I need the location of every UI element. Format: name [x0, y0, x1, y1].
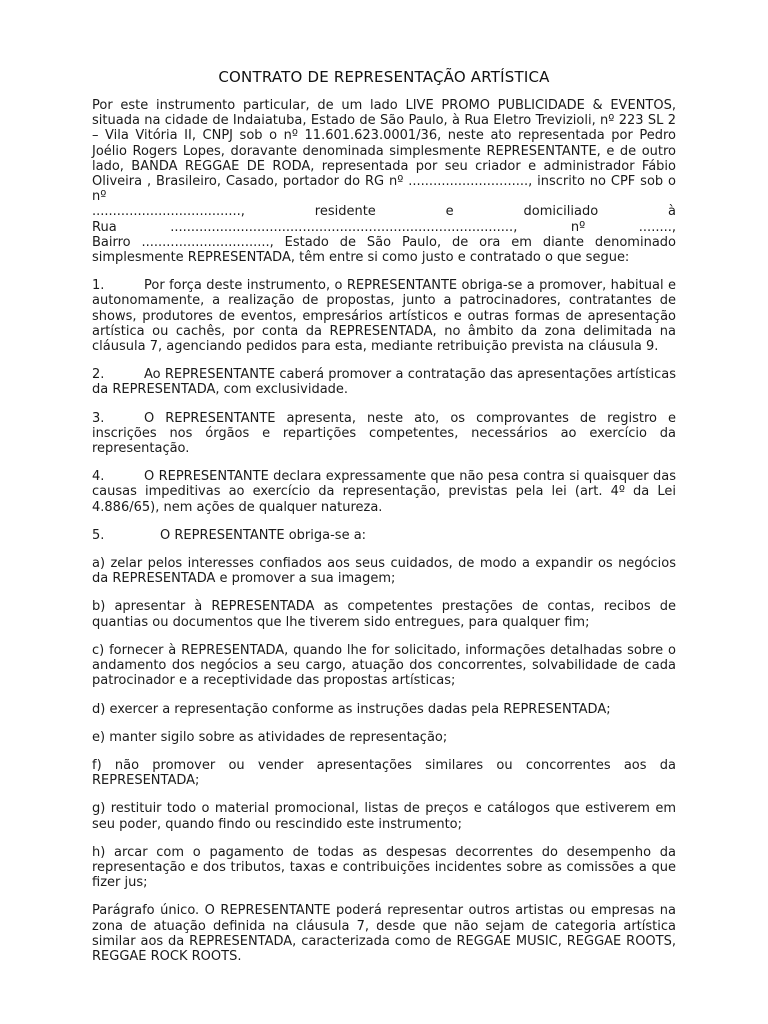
- clause-number: 5.: [92, 527, 105, 543]
- clause-number: 3.: [92, 410, 105, 426]
- item-c: c) fornecer à REPRESENTADA, quando lhe for solicitado, informações detalhadas sobre o andamento dos negócios a seu cargo, atuação dos concorrentes, solvabilidade de cada patrocinador e a receptividade das propostas artísticas;: [92, 642, 676, 689]
- item-f: f) não promover ou vender apresentações similares ou concorrentes aos da REPRESENTADA;: [92, 757, 676, 789]
- intro-line-street: Rua ..................................................................................., nº ........,: [92, 219, 676, 235]
- sole-paragraph: Parágrafo único. O REPRESENTANTE poderá representar outros artistas ou empresas na zona de atuação definida na cláusula 7, desde que não sejam de categoria artística similar aos da REPRESENTADA, caracterizada como de REGGAE MUSIC, REGGAE ROOTS, REGGAE ROCK ROOTS.: [92, 903, 676, 964]
- clause-4: [92, 469, 676, 515]
- item-h: h) arcar com o pagamento de todas as despesas decorrentes do desempenho da representação e dos tributos, taxas e contribuições incidentes sobre as comissões a que fizer jus;: [92, 844, 676, 891]
- intro-paragraph: [92, 98, 676, 265]
- clause-text: O REPRESENTANTE apresenta, neste ato, os comprovantes de registro e inscrições nos órgãos e repartições competentes, necessários ao exercício da representação.: [92, 410, 676, 457]
- document-page: [92, 68, 676, 977]
- item-g: g) restituir todo o material promocional, listas de preços e catálogos que estiverem em seu poder, quando findo ou rescindido este instrumento;: [92, 801, 676, 832]
- clause-3: [92, 411, 676, 457]
- clause-5: [92, 528, 676, 543]
- clause-1: [92, 278, 676, 354]
- clause-text: Ao REPRESENTANTE caberá promover a contratação das apresentações artísticas da REPRESENTADA, com exclusividade.: [92, 367, 676, 398]
- clause-text: Por força deste instrumento, o REPRESENTANTE obriga-se a promover, habitual e autonomamente, a realização de propostas, junto a patrocinadores, contratantes de shows, produtores de eventos, empresários artísticos e outras formas de apresentação artística ou cachês, por conta da REPRESENTADA, no âmbito da zona delimitada na cláusula 7, agenciando pedidos para esta, mediante retribuição prevista na cláusula 9.: [92, 278, 676, 355]
- contract-title: CONTRATO DE REPRESENTAÇÃO ARTÍSTICA: [218, 68, 550, 86]
- clause-number: 4.: [92, 469, 105, 485]
- clause-number: 2.: [92, 367, 105, 383]
- item-d: d) exercer a representação conforme as instruções dadas pela REPRESENTADA;: [92, 701, 611, 717]
- item-a: a) zelar pelos interesses confiados aos seus cuidados, de modo a expandir os negócios da REPRESENTADA e promover a sua imagem;: [92, 556, 676, 587]
- clause-number: 1.: [92, 278, 105, 294]
- clause-2: [92, 367, 676, 397]
- intro-line-residence: ...................................., residente e domiciliado à: [92, 204, 676, 220]
- clause-text: O REPRESENTANTE obriga-se a:: [160, 527, 367, 543]
- item-e: e) manter sigilo sobre as atividades de representação;: [92, 729, 448, 745]
- intro-text: Por este instrumento particular, de um lado LIVE PROMO PUBLICIDADE & EVENTOS, situada na cidade de Indaiatuba, Estado de São Paulo, à Rua Eletro Trevizioli, nº 223 SL 2 – Vila Vitória II, CNPJ sob o nº 11.601.623.0001/36, neste ato representada por Pedro Joélio Rogers Lopes, doravante denominada simplesmente REPRESENTANTE, e de outro lado, BANDA REGGAE DE RODA, representada por seu criador e administrador Fábio Oliveira , Brasileiro, Casado, portador do RG nº ............................., inscrito no CPF sob o nº: [92, 98, 676, 205]
- intro-line-neighborhood: Bairro ..............................., Estado de São Paulo, de ora em diante denominado simplesmente REPRESENTADA, têm entre si como justo e contratado o que segue:: [92, 234, 676, 266]
- item-b: b) apresentar à REPRESENTADA as competentes prestações de contas, recibos de quantias ou documentos que lhe tiverem sido entregues, para qualquer fim;: [92, 599, 676, 630]
- clause-text: O REPRESENTANTE declara expressamente que não pesa contra si quaisquer das causas impeditivas ao exercício da representação, previstas pela lei (art. 4º da Lei 4.886/65), nem ações de qualquer natureza.: [92, 469, 676, 515]
